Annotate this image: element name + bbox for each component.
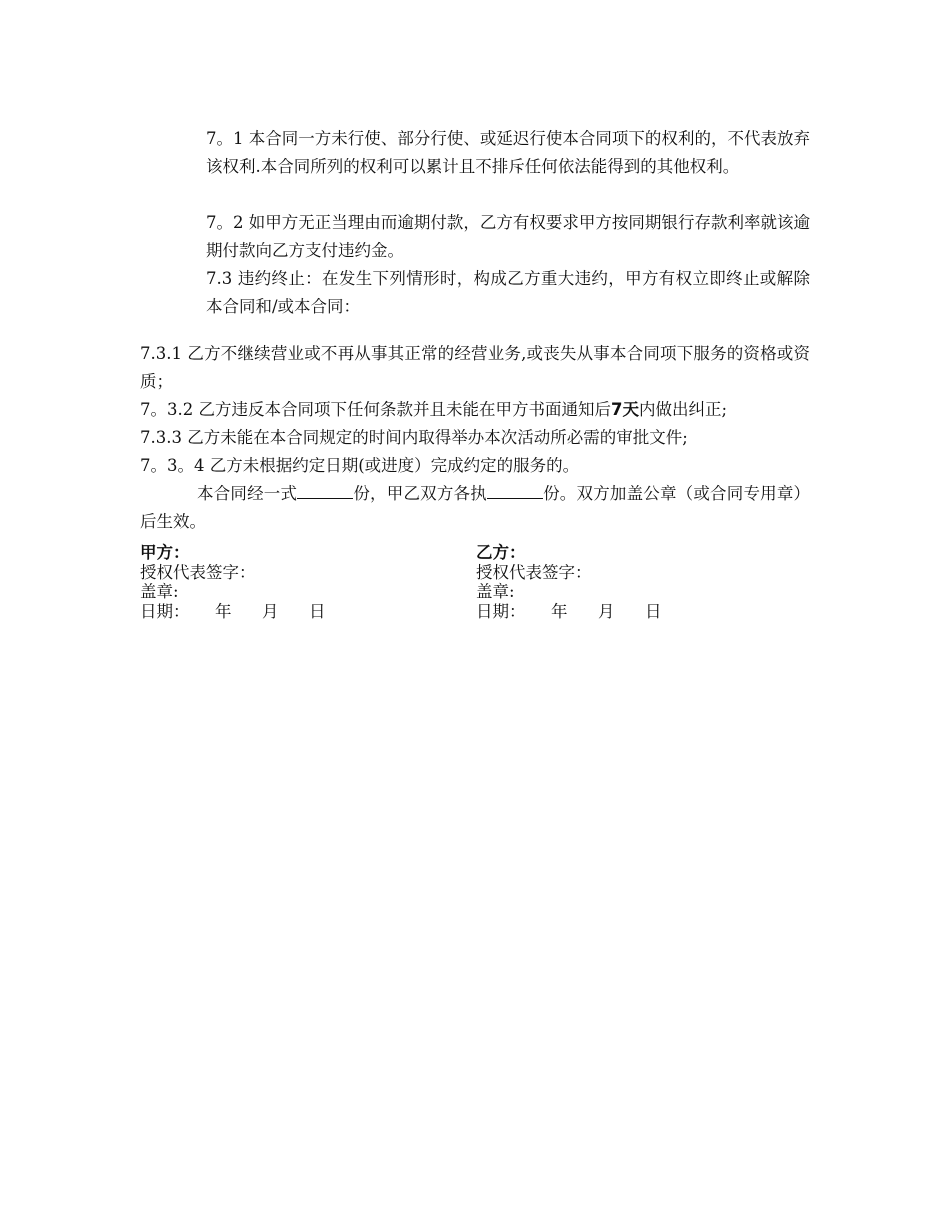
- clause-7-3-4: 7。3。4 乙方未根据约定日期(或进度）完成约定的服务的。: [140, 456, 580, 475]
- copies-text-1: 本合同经一式: [197, 484, 298, 503]
- copies-blank-total[interactable]: [297, 480, 353, 499]
- clause-7-3: 7.3 违约终止：在发生下列情形时，构成乙方重大违约，甲方有权立即终止或解除本合同和/或本合同：: [206, 269, 810, 316]
- party-b-signature-block: [476, 543, 662, 621]
- clause-7-3-2-text-end: 内做出纠正;: [638, 400, 728, 419]
- copies-text-2: 份，甲乙双方各执: [353, 484, 487, 503]
- party-a-date-month: 月: [262, 601, 279, 621]
- clause-7-3-2-days: 7天: [610, 400, 639, 419]
- party-a-title: 甲方：: [140, 543, 190, 562]
- party-a-signature-block: [140, 543, 326, 621]
- copies-text-3: 份。双方加盖公章（或合同专用章）后生效。: [140, 484, 811, 531]
- party-a-date: [140, 602, 326, 622]
- party-b-date-day: 日: [645, 601, 662, 621]
- party-a-date-day: 日: [309, 601, 326, 621]
- party-b-seal: 盖章:: [476, 582, 515, 601]
- clause-7-3-3: 7.3.3 乙方未能在本合同规定的时间内取得举办本次活动所必需的审批文件;: [140, 428, 688, 447]
- party-b-date-label: 日期：: [476, 601, 526, 621]
- party-b-rep-signature: 授权代表签字：: [476, 562, 592, 582]
- party-b-title: 乙方：: [476, 543, 526, 562]
- copies-clause: [140, 480, 810, 536]
- party-a-rep-signature: 授权代表签字：: [140, 562, 256, 582]
- clause-7-1: 7。1 本合同一方未行使、部分行使、或延迟行使本合同项下的权利的，不代表放弃该权利.本合同所列的权利可以累计且不排斥任何依法能得到的其他权利。: [206, 129, 810, 176]
- party-a-date-label: 日期：: [140, 601, 190, 621]
- clause-7-2: 7。2 如甲方无正当理由而逾期付款，乙方有权要求甲方按同期银行存款利率就该逾期付款向乙方支付违约金。: [206, 213, 810, 260]
- party-b-date: [476, 602, 662, 622]
- party-b-date-year: 年: [551, 601, 568, 621]
- party-b-date-month: 月: [598, 601, 615, 621]
- party-a-date-year: 年: [215, 601, 232, 621]
- copies-blank-each[interactable]: [487, 480, 543, 499]
- clause-7-3-2-text: 7。3.2 乙方违反本合同项下任何条款并且未能在甲方书面通知后: [140, 400, 611, 419]
- party-a-seal: 盖章:: [140, 582, 179, 601]
- clause-7-3-2: [140, 396, 810, 424]
- clause-7-3-1: 7.3.1 乙方不继续营业或不再从事其正常的经营业务,或丧失从事本合同项下服务的资格或资质；: [140, 344, 810, 391]
